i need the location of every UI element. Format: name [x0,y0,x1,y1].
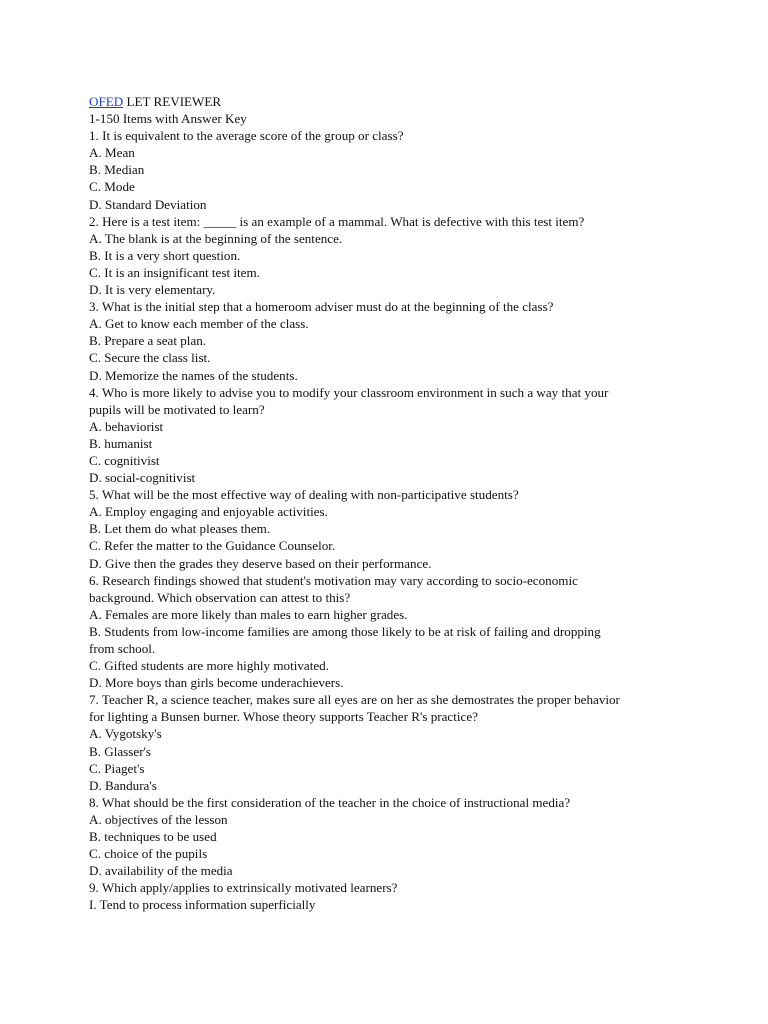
question-text: 1. It is equivalent to the average score of the group or class? [89,128,404,144]
answer-option: D. Bandura's [89,777,157,793]
answer-option: C. Gifted students are more highly motivated. [89,658,330,674]
document-subtitle: 1-150 Items with Answer Key [89,111,247,127]
answer-option: A. Get to know each member of the class. [89,316,309,332]
question-text: 4. Who is more likely to advise you to modify your classroom environment in such a way that your [89,384,609,400]
answer-option: B. techniques to be used [89,829,217,845]
answer-option: B. Prepare a seat plan. [89,333,207,349]
answer-option: D. social-cognitivist [89,470,196,486]
question-text: 2. Here is a test item: _____ is an example of a mammal. What is defective with this test item? [89,213,585,229]
question-text-continued: from school. [89,641,156,656]
document-page [89,93,689,914]
answer-option: A. The blank is at the beginning of the sentence. [89,230,343,246]
question-text-continued: pupils will be motivated to learn? [89,401,265,417]
answer-option: A. Employ engaging and enjoyable activities. [89,504,328,520]
answer-option: C. Mode [89,179,135,195]
answer-option: C. It is an insignificant test item. [89,264,260,280]
question-text: 7. Teacher R, a science teacher, makes sure all eyes are on her as she demostrates the proper behavior [89,692,620,708]
answer-option: D. It is very elementary. [89,282,216,298]
answer-option: B. Median [89,162,145,178]
question-list [89,127,689,913]
answer-option: C. choice of the pupils [89,846,208,862]
answer-option: A. objectives of the lesson [89,811,228,827]
document-title [89,93,689,110]
answer-option: D. More boys than girls become underachievers. [89,675,344,691]
answer-option: B. Glasser's [89,743,152,759]
question-text: 5. What will be the most effective way of dealing with non-participative students? [89,487,519,503]
answer-option: B. Students from low-income families are among those likely to be at risk of failing and dropping [89,623,601,639]
answer-option: D. availability of the media [89,863,233,879]
question-text-continued: for lighting a Bunsen burner. Whose theory supports Teacher R's practice? [89,709,478,725]
answer-option: B. It is a very short question. [89,247,241,263]
question-text: 6. Research findings showed that student's motivation may vary according to socio-economic [89,572,578,588]
answer-option: D. Memorize the names of the students. [89,367,298,383]
answer-option: C. Secure the class list. [89,350,211,366]
answer-option: I. Tend to process information superficially [89,897,316,913]
answer-option: D. Standard Deviation [89,196,207,212]
ofed-link[interactable]: OFED [89,94,124,109]
answer-option: A. behaviorist [89,418,164,434]
title-text: LET REVIEWER [123,94,222,109]
answer-option: A. Vygotsky's [89,726,162,742]
question-text: 8. What should be the first consideration of the teacher in the choice of instructional media? [89,794,571,810]
question-text: 3. What is the initial step that a homeroom adviser must do at the beginning of the class? [89,299,554,315]
answer-option: A. Mean [89,145,135,161]
answer-option: A. Females are more likely than males to earn higher grades. [89,606,408,622]
answer-option: C. Piaget's [89,760,145,776]
answer-option: B. Let them do what pleases them. [89,521,271,537]
answer-option: D. Give then the grades they deserve based on their performance. [89,555,432,571]
answer-option: C. Refer the matter to the Guidance Counselor. [89,538,336,554]
answer-option: B. humanist [89,435,153,451]
question-text: 9. Which apply/applies to extrinsically motivated learners? [89,880,398,896]
question-text-continued: background. Which observation can attest to this? [89,589,351,605]
answer-option: C. cognitivist [89,452,160,468]
